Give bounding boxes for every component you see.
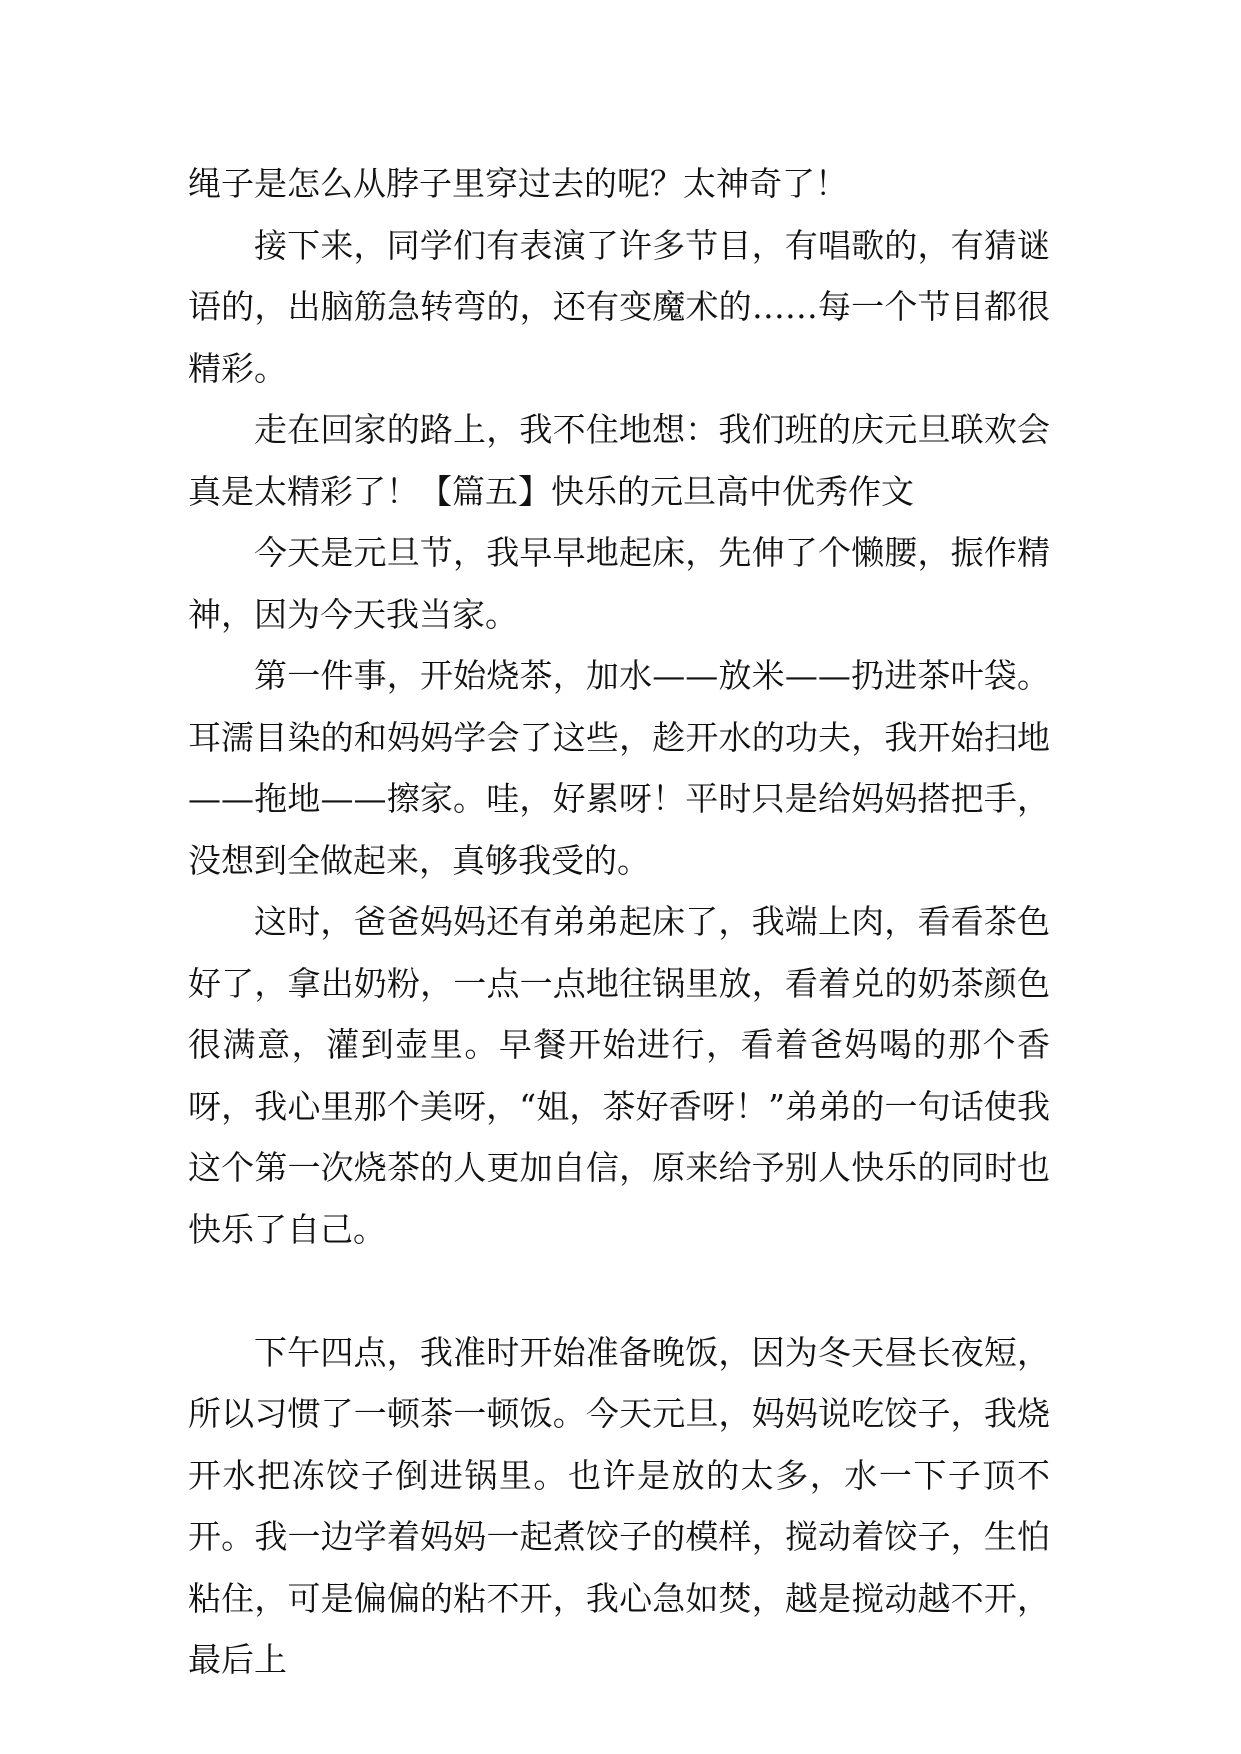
paragraph-4: 今天是元旦节，我早早地起床，先伸了个懒腰，振作精神，因为今天我当家。: [188, 533, 1050, 634]
document-body: [188, 153, 1050, 1691]
paragraph-6: 这时，爸爸妈妈还有弟弟起床了，我端上肉，看看茶色好了，拿出奶粉，一点一点地往锅里放，看着兑的奶茶颜色很满意，灌到壶里。早餐开始进行，看着爸妈喝的那个香呀，我心里那个美呀，“姐，茶好香呀！”弟弟的一句话使我这个第一次烧茶的人更加自信，原来给予别人快乐的同时也快乐了自己。: [188, 902, 1050, 1249]
paragraph-1: 绳子是怎么从脖子里穿过去的呢？太神奇了！: [188, 164, 848, 203]
paragraph-7: 下午四点，我准时开始准备晚饭，因为冬天昼长夜短，所以习惯了一顿茶一顿饭。今天元旦，妈妈说吃饺子，我烧开水把冻饺子倒进锅里。也许是放的太多，水一下子顶不开。我一边学着妈妈一起煮饺子的模样，搅动着饺子，生怕粘住，可是偏偏的粘不开，我心急如焚，越是搅动越不开，最后上: [188, 1332, 1050, 1679]
paragraph-2: 接下来，同学们有表演了许多节目，有唱歌的，有猜谜语的，出脑筋急转弯的，还有变魔术的……每一个节目都很精彩。: [188, 225, 1050, 388]
paragraph-5: 第一件事，开始烧茶，加水——放米——扔进茶叶袋。耳濡目染的和妈妈学会了这些，趁开水的功夫，我开始扫地——拖地——擦家。哇，好累呀！平时只是给妈妈搭把手，没想到全做起来，真够我受的。: [188, 656, 1050, 880]
paragraph-gap: [188, 1260, 1050, 1322]
paragraph-3: 走在回家的路上，我不住地想：我们班的庆元旦联欢会真是太精彩了！【篇五】快乐的元旦高中优秀作文: [188, 410, 1050, 511]
